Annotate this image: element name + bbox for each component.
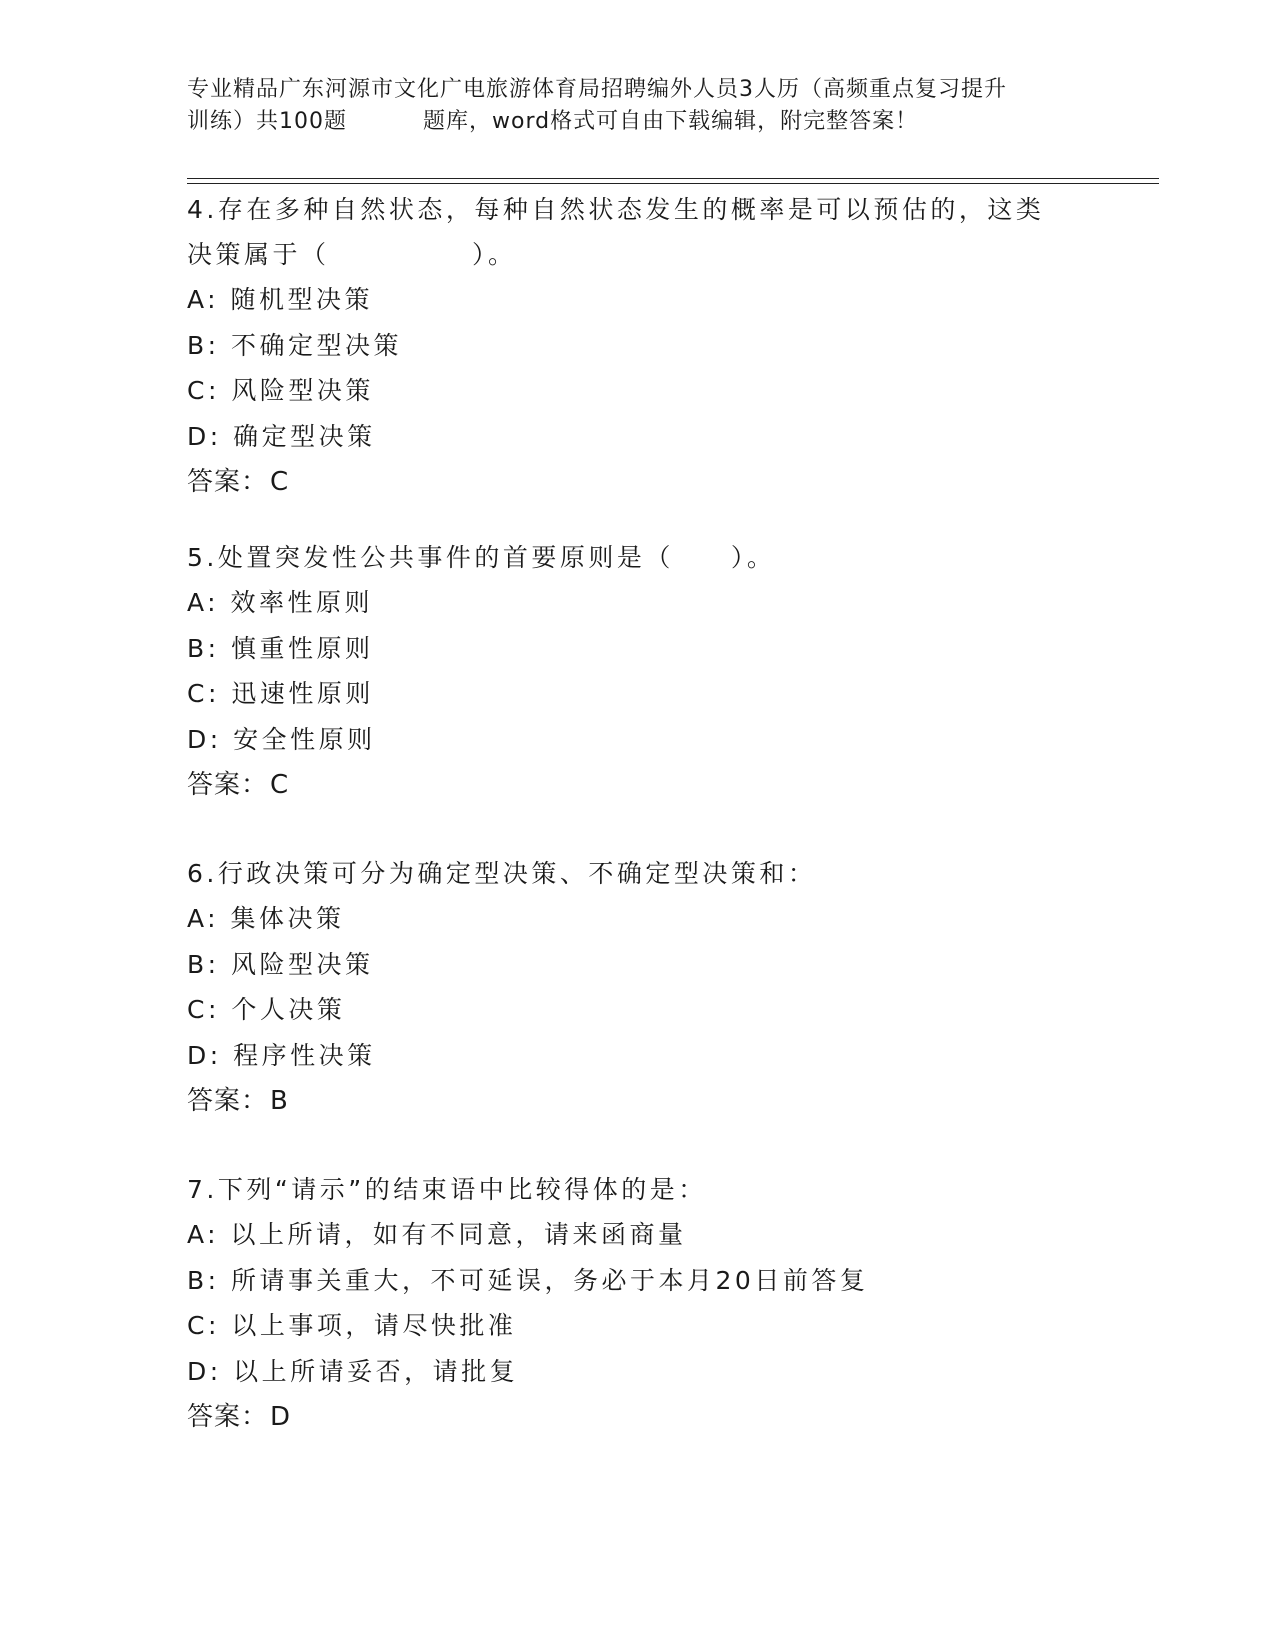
option-a: A: 以上所请，如有不同意，请来函商量 <box>187 1220 687 1249</box>
answer <box>187 459 1087 505</box>
option-a: A: 集体决策 <box>187 904 345 933</box>
option-c: C: 迅速性原则 <box>187 679 374 708</box>
header-divider-top <box>187 178 1159 179</box>
question-stem-continued: 决策属于（ ）。 <box>187 240 517 269</box>
question-stem: 6.行政决策可分为确定型决策、不确定型决策和： <box>187 859 817 888</box>
answer-label: 答案： <box>187 770 269 800</box>
option-b: B: 不确定型决策 <box>187 330 403 360</box>
answer <box>187 762 1087 808</box>
question-5 <box>187 535 1087 808</box>
header-divider-bottom <box>187 183 1159 184</box>
question-stem: 7.下列“请示”的结束语中比较得体的是： <box>187 1175 707 1204</box>
answer-label: 答案： <box>187 467 269 497</box>
question-4 <box>187 187 1087 505</box>
answer-value: C <box>270 467 290 497</box>
option-d: D: 程序性决策 <box>187 1040 376 1070</box>
option-c: C: 风险型决策 <box>187 376 374 405</box>
answer <box>187 1078 1087 1124</box>
option-b: B: 慎重性原则 <box>187 633 374 663</box>
answer-value: D <box>270 1402 292 1432</box>
option-b: B: 风险型决策 <box>187 949 374 979</box>
answer-label: 答案： <box>187 1086 269 1116</box>
document-header <box>187 74 1087 138</box>
question-6 <box>187 851 1087 1124</box>
answer <box>187 1394 1087 1440</box>
answer-value: B <box>270 1086 289 1116</box>
header-title-line2 <box>187 106 1087 138</box>
option-c: C: 以上事项，请尽快批准 <box>187 1311 517 1340</box>
header-title-line2-right: 题库，word格式可自由下载编辑，附完整答案！ <box>423 109 919 134</box>
option-a: A: 效率性原则 <box>187 588 374 617</box>
option-d: D: 安全性原则 <box>187 724 376 754</box>
question-stem: 5.处置突发性公共事件的首要原则是（ ）。 <box>187 543 776 572</box>
option-a: A: 随机型决策 <box>187 285 374 314</box>
header-title-line2-left: 训练）共100题 <box>187 109 347 134</box>
answer-label: 答案： <box>187 1402 269 1432</box>
option-d: D: 确定型决策 <box>187 421 376 451</box>
question-stem: 4.存在多种自然状态，每种自然状态发生的概率是可以预估的，这类 <box>187 195 1045 224</box>
answer-value: C <box>270 770 290 800</box>
question-7 <box>187 1167 1087 1440</box>
option-b: B: 所请事关重大，不可延误，务必于本月20日前答复 <box>187 1265 869 1295</box>
option-d: D: 以上所请妥否，请批复 <box>187 1356 519 1386</box>
option-c: C: 个人决策 <box>187 995 346 1024</box>
header-title-line1: 专业精品广东河源市文化广电旅游体育局招聘编外人员3人历（高频重点复习提升 <box>187 77 1007 102</box>
